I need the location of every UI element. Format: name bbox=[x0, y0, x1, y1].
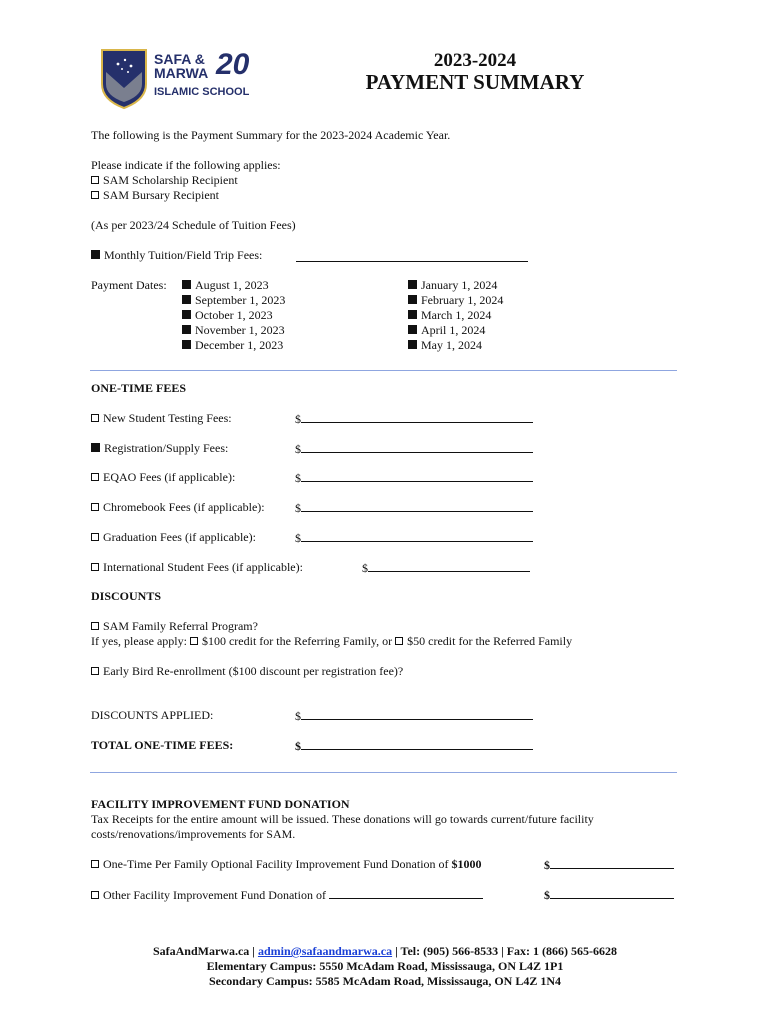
checkbox[interactable] bbox=[91, 622, 99, 630]
checkbox[interactable] bbox=[91, 891, 99, 899]
filled-checkbox[interactable] bbox=[408, 340, 417, 349]
footer-contact bbox=[0, 944, 770, 959]
checkbox[interactable] bbox=[190, 637, 198, 645]
option-label: SAM Bursary Recipient bbox=[103, 188, 219, 202]
filled-checkbox[interactable] bbox=[182, 280, 191, 289]
logo-line1: SAFA & bbox=[154, 51, 205, 67]
payment-date: August 1, 2023 bbox=[182, 278, 285, 293]
monthly-fees-line[interactable] bbox=[296, 250, 528, 262]
filled-checkbox[interactable] bbox=[408, 310, 417, 319]
fee-row-international[interactable]: International Student Fees (if applicable): bbox=[91, 560, 303, 575]
fee-amount[interactable]: $ bbox=[295, 530, 533, 546]
payment-date: September 1, 2023 bbox=[182, 293, 285, 308]
footer-site: SafaAndMarwa.ca | bbox=[152, 944, 255, 958]
referred-family-option: $50 credit for the Referred Family bbox=[407, 634, 573, 648]
donation-amount-line[interactable]: $ bbox=[544, 887, 674, 903]
payment-date: December 1, 2023 bbox=[182, 338, 285, 353]
checkbox[interactable] bbox=[91, 176, 99, 184]
filled-checkbox[interactable] bbox=[182, 340, 191, 349]
fee-row-graduation[interactable]: Graduation Fees (if applicable): bbox=[91, 530, 256, 545]
footer-phone: | Tel: (905) 566-8533 | Fax: 1 (866) 565-6628 bbox=[395, 944, 618, 958]
checkbox[interactable] bbox=[395, 637, 403, 645]
referring-family-option: $100 credit for the Referring Family, or bbox=[201, 634, 393, 648]
shield-crest-icon bbox=[98, 44, 150, 110]
fee-row-registration[interactable]: Registration/Supply Fees: bbox=[91, 441, 228, 456]
checkbox[interactable] bbox=[91, 191, 99, 199]
fee-row-new-student[interactable]: New Student Testing Fees: bbox=[91, 411, 232, 426]
early-bird-option[interactable]: Early Bird Re-enrollment ($100 discount per registration fee)? bbox=[91, 664, 403, 679]
filled-checkbox[interactable] bbox=[408, 325, 417, 334]
donation-option-fixed[interactable]: One-Time Per Family Optional Facility Improvement Fund Donation of $1000 bbox=[91, 857, 482, 872]
fee-row-eqao[interactable]: EQAO Fees (if applicable): bbox=[91, 470, 235, 485]
payment-date: April 1, 2024 bbox=[408, 323, 503, 338]
logo-line2: MARWA bbox=[154, 65, 209, 81]
filled-checkbox[interactable] bbox=[182, 325, 191, 334]
payment-dates-label: Payment Dates: bbox=[91, 278, 167, 292]
payment-dates-col1 bbox=[182, 278, 285, 353]
applies-prompt: Please indicate if the following applies: bbox=[91, 158, 281, 172]
donation-amount: $1000 bbox=[451, 857, 482, 871]
page-year: 2023-2024 bbox=[433, 50, 517, 71]
filled-checkbox[interactable] bbox=[408, 280, 417, 289]
school-logo bbox=[98, 44, 258, 110]
payment-date: November 1, 2023 bbox=[182, 323, 285, 338]
schedule-note: (As per 2023/24 Schedule of Tuition Fees) bbox=[91, 218, 296, 232]
payment-date: October 1, 2023 bbox=[182, 308, 285, 323]
discounts-applied-label: DISCOUNTS APPLIED: bbox=[91, 708, 214, 722]
fee-amount[interactable]: $ bbox=[295, 500, 533, 516]
checkbox[interactable] bbox=[91, 414, 99, 422]
filled-checkbox[interactable] bbox=[408, 295, 417, 304]
checkbox[interactable] bbox=[91, 860, 99, 868]
section-divider bbox=[90, 772, 677, 773]
checkbox[interactable] bbox=[91, 473, 99, 481]
fee-row-chromebook[interactable]: Chromebook Fees (if applicable): bbox=[91, 500, 265, 515]
logo-line3: ISLAMIC SCHOOL bbox=[154, 86, 250, 98]
footer-email-link[interactable]: admin@safaandmarwa.ca bbox=[257, 944, 393, 958]
checkbox[interactable] bbox=[91, 563, 99, 571]
payment-dates-col2 bbox=[408, 278, 503, 353]
donation-option-other[interactable]: Other Facility Improvement Fund Donation of bbox=[91, 887, 483, 903]
filled-checkbox[interactable] bbox=[91, 250, 100, 259]
fee-amount[interactable]: $ bbox=[362, 560, 530, 576]
option-label: SAM Scholarship Recipient bbox=[103, 173, 238, 187]
section-divider bbox=[90, 370, 677, 371]
checkbox[interactable] bbox=[91, 533, 99, 541]
monthly-fees-row bbox=[91, 248, 262, 263]
payment-date: March 1, 2024 bbox=[408, 308, 503, 323]
payment-date: January 1, 2024 bbox=[408, 278, 503, 293]
monthly-fees-label: Monthly Tuition/Field Trip Fees: bbox=[104, 248, 263, 262]
bursary-option[interactable] bbox=[91, 188, 219, 203]
total-fees-amount[interactable]: $ bbox=[295, 738, 533, 754]
facility-desc-line1: Tax Receipts for the entire amount will be issued. These donations will go towards current/future facility bbox=[91, 812, 594, 826]
page-title: PAYMENT SUMMARY bbox=[365, 70, 585, 94]
total-fees-label: TOTAL ONE-TIME FEES: bbox=[91, 738, 234, 752]
filled-checkbox[interactable] bbox=[182, 310, 191, 319]
intro-text: The following is the Payment Summary for the 2023-2024 Academic Year. bbox=[91, 128, 451, 142]
donation-amount-line[interactable]: $ bbox=[544, 857, 674, 873]
filled-checkbox[interactable] bbox=[182, 295, 191, 304]
referral-option[interactable]: SAM Family Referral Program? bbox=[91, 619, 258, 634]
scholarship-option[interactable] bbox=[91, 173, 238, 188]
fee-amount[interactable]: $ bbox=[295, 470, 533, 486]
fee-amount[interactable]: $ bbox=[295, 411, 533, 427]
filled-checkbox[interactable] bbox=[91, 443, 100, 452]
referral-apply-row bbox=[91, 634, 572, 649]
logo-anniversary-badge: 20 bbox=[216, 48, 250, 81]
discounts-heading: DISCOUNTS bbox=[91, 589, 162, 603]
checkbox[interactable] bbox=[91, 667, 99, 675]
checkbox[interactable] bbox=[91, 503, 99, 511]
payment-date: February 1, 2024 bbox=[408, 293, 503, 308]
footer-elementary: Elementary Campus: 5550 McAdam Road, Mississauga, ON L4Z 1P1 bbox=[206, 959, 564, 973]
fee-amount[interactable]: $ bbox=[295, 441, 533, 457]
facility-heading: FACILITY IMPROVEMENT FUND DONATION bbox=[91, 797, 350, 811]
facility-desc-line2: costs/renovations/improvements for SAM. bbox=[91, 827, 296, 841]
apply-prefix: If yes, please apply: bbox=[91, 634, 187, 648]
payment-date: May 1, 2024 bbox=[408, 338, 503, 353]
discounts-applied-amount[interactable]: $ bbox=[295, 708, 533, 724]
footer-secondary: Secondary Campus: 5585 McAdam Road, Mississauga, ON L4Z 1N4 bbox=[208, 974, 562, 988]
one-time-fees-heading: ONE-TIME FEES bbox=[91, 381, 187, 395]
